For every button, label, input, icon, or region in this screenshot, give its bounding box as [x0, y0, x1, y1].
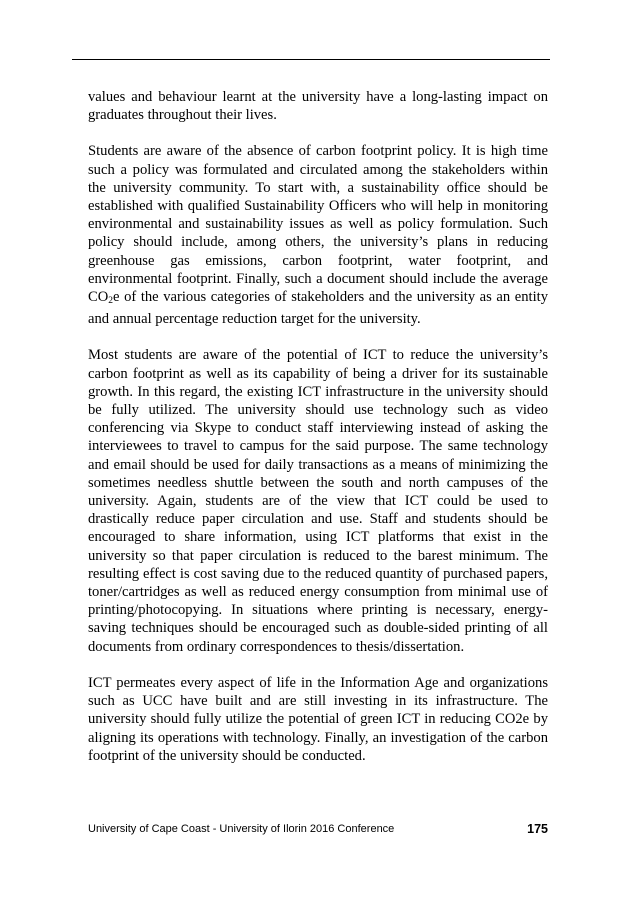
paragraph-2: [88, 142, 548, 328]
paragraph-4: ICT permeates every aspect of life in the Information Age and organizations such as UCC have built and are still investing in its infrastructure. The university should fully utilize the potential of green ICT in reducing CO2e by aligning its operations with technology. Finally, an investigation of the carbon footprint of the university should be conducted.: [88, 674, 548, 764]
paragraph-2-tail: of the various categories of stakeholders and the university as an entity and annual percentage reduction target for the university.: [88, 289, 548, 328]
body-text: [88, 88, 548, 765]
paragraph-3: Most students are aware of the potential of ICT to reduce the university’s carbon footprint as well as its capability of being a driver for its sustainable growth. In this regard, the existing ICT infrastructure in the university should be fully utilized. The university should use technology such as video conferencing via Skype to conduct staff interviewing instead of asking the interviewees to travel to campus for the said purpose. The same technology and email should be used for daily transactions as a means of minimizing the sometimes needless shuttle between the south and north campuses of the university. Again, students are of the view that ICT could be used to drastically reduce paper circulation and use. Staff and students should be encouraged to share information, using ICT platforms that exist in the university so that paper circulation is reduced to the barest minimum. The resulting effect is cost saving due to the reduced quantity of purchased papers, toner/cartridges as well as reduced energy consumption from minimal use of printing/photocopying. In situations where printing is necessary, energy-saving techniques should be encouraged such as double-sided printing of all documents from ordinary correspondences to thesis/dissertation.: [88, 347, 548, 655]
footer-conference-text: University of Cape Coast - University of Ilorin 2016 Conference: [88, 823, 395, 835]
paragraph-1: values and behaviour learnt at the university have a long-lasting impact on graduates throughout their lives.: [88, 89, 548, 124]
co2e-formula: $CO_2e$: [88, 289, 120, 307]
header-rule: [72, 59, 550, 60]
paragraph-2-text: Students are aware of the absence of carbon footprint policy. It is high time such a policy was formulated and circulated among the stakeholders within the university community. To start with, a sustainability office should be established with qualified Sustainability Officers who will help in monitoring environmental and sustainability issues as well as policy formulation. Such policy should include, among others, the university’s plans in reducing greenhouse gas emissions, carbon footprint, water footprint, and environmental footprint. Finally, such a document should include the average: [88, 143, 548, 287]
page-number: 175: [527, 822, 548, 836]
